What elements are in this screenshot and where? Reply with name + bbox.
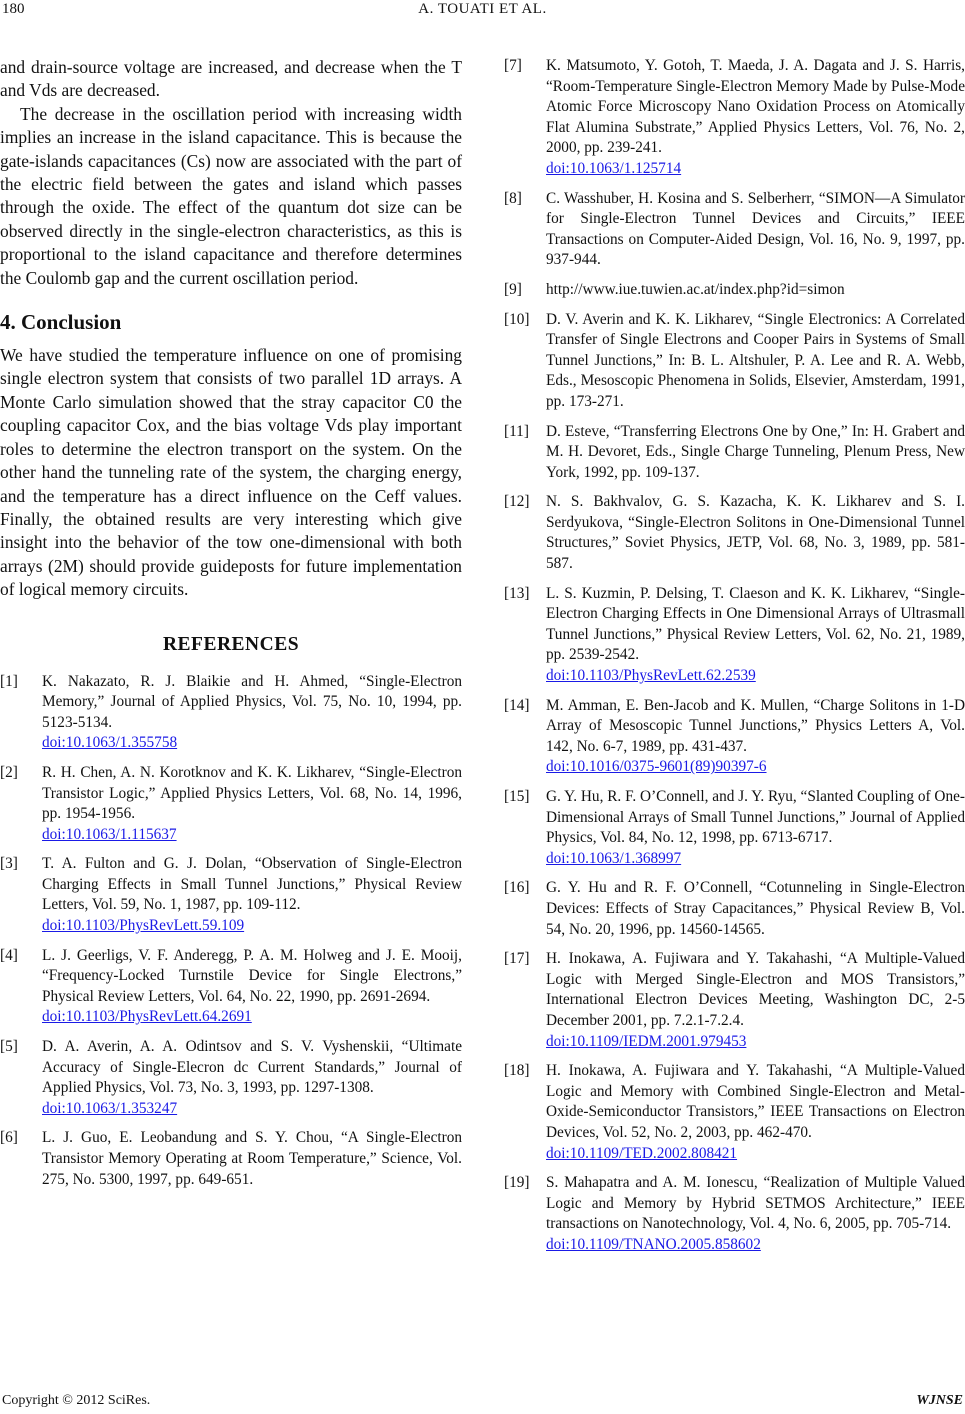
reference-number: [15]: [504, 788, 530, 805]
reference-text: G. Y. Hu and R. F. O’Connell, “Cotunneling in Single-Electron Devices: Effects of Stray Capacitances,” Physical Review B, Vol. 54, No. 20, 1996, pp. 14560-14565.: [546, 879, 965, 938]
reference-text: L. J. Geerligs, V. F. Anderegg, P. A. M. Holweg and J. E. Mooij, “Frequency-Locked Turnstile Device for Single Electrons,” Physical Review Letters, Vol. 64, No. 22, 1990, pp. 2691-2694.: [42, 946, 462, 1005]
copyright: Copyright © 2012 SciRes.: [2, 1393, 151, 1408]
reference-item: [504, 56, 965, 180]
doi-link[interactable]: doi:10.1103/PhysRevLett.59.109: [42, 917, 245, 935]
references-heading: REFERENCES: [162, 633, 300, 655]
doi-link[interactable]: doi:10.1063/1.368997: [546, 849, 682, 867]
reference-item: [504, 787, 965, 869]
reference-item: [504, 310, 965, 413]
doi-link[interactable]: doi:10.1103/PhysRevLett.64.2691: [42, 1008, 252, 1026]
reference-text: K. Matsumoto, Y. Gotoh, T. Maeda, J. A. Dagata and J. S. Harris, “Room-Temperature Single-Electron Memory Made by Pulse-Mode Atomic Force Microscopy Nano Oxidation Process on Atomically Flat Alumina Substrate,” Applied Physics Letters, Vol. 76, No. 2, 2000, pp. 239-241.: [546, 57, 965, 157]
reference-number: [12]: [504, 493, 530, 511]
reference-item: [504, 1061, 965, 1164]
reference-text: S. Mahapatra and A. M. Ionescu, “Realization of Multiple Valued Logic and Memory by Hybrid SETMOS Architecture,” IEEE transactions on Nanotechnology, Vol. 4, No. 6, 2005, pp. 705-714.: [546, 1174, 965, 1233]
reference-item: [0, 1037, 462, 1119]
doi-link[interactable]: doi:10.1109/TED.2002.808421: [546, 1144, 738, 1162]
journal-name: WJNSE: [916, 1393, 963, 1408]
reference-number: [6]: [0, 1129, 18, 1147]
reference-item: [0, 854, 462, 936]
left-column: [0, 56, 462, 1199]
reference-text: C. Wasshuber, H. Kosina and S. Selberherr, “SIMON—A Simulator for Single-Electron Tunnel Devices and Circuits,” IEEE Transactions on Computer-Aided Design, Vol. 16, No. 9, 1997, pp. 937-944.: [546, 189, 965, 269]
reference-number: [16]: [504, 879, 530, 897]
reference-list-left: [0, 672, 462, 1191]
doi-link[interactable]: doi:10.1063/1.115637: [42, 825, 177, 843]
reference-item: [504, 1173, 965, 1255]
reference-text: H. Inokawa, A. Fujiwara and Y. Takahashi, “A Multiple-Valued Logic and Memory with Combined Single-Electron and Metal-Oxide-Semiconductor Transistors,” IEEE Transactions on Electron Devices, Vol. 52, No. 2, 2003, pp. 462-470.: [546, 1062, 965, 1141]
reference-text: L. J. Guo, E. Leobandung and S. Y. Chou, “A Single-Electron Transistor Memory Operating at Room Temperature,” Science, Vol. 275, No. 5300, 1997, pp. 649-651.: [42, 1129, 462, 1188]
reference-item: [504, 492, 965, 574]
reference-item: [0, 946, 462, 1028]
reference-number: [1]: [0, 672, 18, 690]
page-number: 180: [2, 1, 25, 17]
reference-item: [0, 763, 462, 845]
reference-text: http://www.iue.tuwien.ac.at/index.php?id=simon: [546, 280, 845, 298]
doi-link[interactable]: doi:10.1016/0375-9601(89)90397-6: [546, 758, 767, 776]
running-title: A. TOUATI ET AL.: [418, 1, 547, 17]
reference-text: D. V. Averin and K. K. Likharev, “Single Electronics: A Correlated Transfer of Single Electrons and Cooper Pairs in Systems of Small Tunnel Junctions,” In: B. L. Altshuler, P. A. Lee and R. A. Webb, Eds., Mesoscopic Phenomena in Solids, Elsevier, Amsterdam, 1991, pp. 173-271.: [546, 310, 965, 410]
reference-number: [18]: [504, 1062, 530, 1080]
doi-link[interactable]: doi:10.1109/TNANO.2005.858602: [546, 1235, 761, 1253]
doi-link[interactable]: doi:10.1103/PhysRevLett.62.2539: [546, 667, 756, 685]
right-column: [504, 56, 965, 1264]
reference-number: [10]: [504, 310, 530, 328]
doi-link[interactable]: doi:10.1063/1.125714: [546, 159, 682, 177]
reference-number: [17]: [504, 950, 530, 968]
reference-text: M. Amman, E. Ben-Jacob and K. Mullen, “Charge Solitons in 1-D Array of Mesoscopic Tunnel Junctions,” Physics Letters A, Vol. 142, No. 6-7, 1989, pp. 431-437.: [546, 696, 965, 755]
reference-number: [19]: [504, 1174, 530, 1192]
reference-text: G. Y. Hu, R. F. O’Connell, and J. Y. Ryu, “Slanted Coupling of One-Dimensional Arrays of Small Tunnel Junctions,” Journal of Applied Physics, Vol. 84, No. 12, 1998, pp. 6713-6717.: [546, 788, 965, 847]
reference-number: [5]: [0, 1038, 18, 1056]
reference-item: [504, 189, 965, 271]
reference-text: L. S. Kuzmin, P. Delsing, T. Claeson and K. K. Likharev, “Single-Electron Charging Effects in One Dimensional Arrays of Ultrasmall Tunnel Junctions,” Physical Review Letters, Vol. 62, No. 21, 1989, pp. 2539-2542.: [546, 584, 965, 664]
section-heading: 4. Conclusion: [0, 310, 122, 335]
paragraph: The decrease in the oscillation period with increasing width implies an increase in the island capacitance. This is because the gate-islands capacitances (Cs) now are associated with the part of the electric field between the gates and island which passes through the oxide. The effect of the quantum dot size can be observed directly in the single-electron characteristics, as this is proportional to the island capacitance and therefore determines the Coulomb gap and the current oscillation period.: [0, 103, 462, 288]
reference-item: [504, 584, 965, 687]
page-header: [0, 0, 965, 22]
reference-text: K. Nakazato, R. J. Blaikie and H. Ahmed, “Single-Electron Memory,” Journal of Applied Physics, Vol. 75, No. 10, 1994, pp. 5123-5134.: [42, 672, 462, 731]
reference-text: T. A. Fulton and G. J. Dolan, “Observation of Single-Electron Charging Effects in Small Tunnel Junctions,” Physical Review Letters, Vol. 59, No. 1, 1987, pp. 109-112.: [42, 855, 462, 914]
reference-text: R. H. Chen, A. N. Korotknov and K. K. Likharev, “Single-Electron Transistor Logic,” Applied Physics Letters, Vol. 68, No. 14, 1996, pp. 1954-1956.: [42, 763, 462, 823]
reference-number: [9]: [504, 280, 522, 298]
reference-item: [0, 1128, 462, 1190]
paragraph: and drain-source voltage are increased, and decrease when the T and Vds are decreased.: [0, 57, 462, 101]
reference-number: [4]: [0, 946, 18, 964]
conclusion-paragraph: We have studied the temperature influence on one of promising single electron system that consists of two parallel 1D arrays. A Monte Carlo simulation showed that the stray capacitor C0 the coupling capacitor Cox, and the bias voltage Vds play important roles to determine the electron transport on the system. On the other hand the tunneling rate of the system, the charging energy, and the temperature has a direct influence on the Ceff values. Finally, the obtained results are very interesting which give insight into the behavior of the tow one-dimensional with both arrays (2M) should provide guideposts for future implementation of logical memory circuits.: [0, 345, 462, 600]
reference-item: [0, 672, 462, 754]
reference-number: [14]: [504, 696, 530, 714]
reference-number: [2]: [0, 763, 18, 781]
reference-item: [504, 422, 965, 484]
doi-link[interactable]: doi:10.1109/IEDM.2001.979453: [546, 1032, 747, 1050]
doi-link[interactable]: doi:10.1063/1.353247: [42, 1099, 178, 1117]
reference-text: D. Esteve, “Transferring Electrons One by One,” In: H. Grabert and M. H. Devoret, Eds., Single Charge Tunneling, Plenum Press, New York, 1992, pp. 109-137.: [546, 422, 965, 481]
reference-number: [13]: [504, 584, 530, 602]
reference-item: [504, 949, 965, 1052]
reference-item: [504, 696, 965, 778]
reference-item: [504, 878, 965, 940]
doi-link[interactable]: doi:10.1063/1.355758: [42, 734, 178, 752]
reference-text: H. Inokawa, A. Fujiwara and Y. Takahashi, “A Multiple-Valued Logic with Merged Single-Electron and MOS Transistors,” International Electron Devices Meeting, Washington DC, 2-5 December 2001, pp. 7.2.1-7.2.4.: [546, 950, 965, 1029]
reference-number: [11]: [504, 422, 529, 440]
reference-number: [7]: [504, 57, 522, 74]
reference-text: N. S. Bakhvalov, G. S. Kazacha, K. K. Likharev and S. I. Serdyukova, “Single-Electron Solitons in One-Dimensional Tunnel Structures,” Soviet Physics, JETP, Vol. 68, No. 3, 1989, pp. 581-587.: [546, 493, 965, 573]
reference-number: [3]: [0, 855, 18, 873]
reference-list-right: [504, 56, 965, 1255]
reference-number: [8]: [504, 189, 522, 207]
reference-text: D. A. Averin, A. A. Odintsov and S. V. Vyshenskii, “Ultimate Accuracy of Single-Elecron dc Current Standards,” Journal of Applied Physics, Vol. 73, No. 3, 1993, pp. 1297-1308.: [42, 1038, 462, 1097]
reference-item: [504, 280, 965, 301]
